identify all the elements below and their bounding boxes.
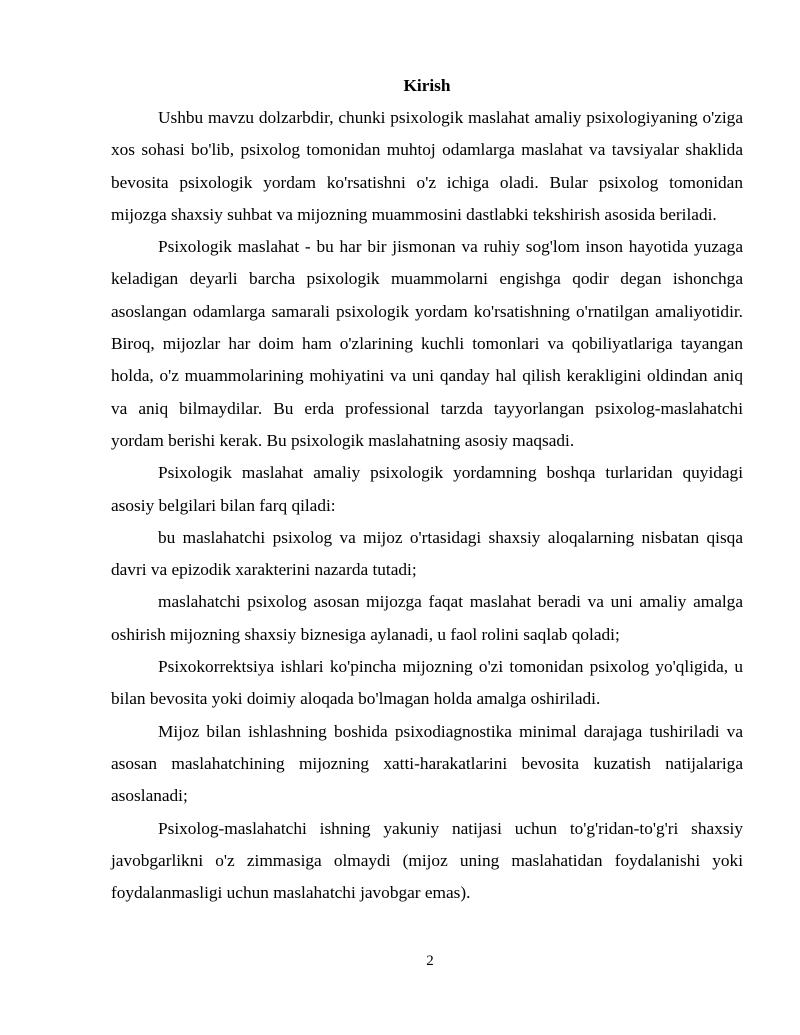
document-title: Kirish bbox=[403, 76, 451, 95]
paragraph-6: Psixokorrektsiya ishlari ko'pincha mijozning o'zi tomonidan psixolog yo'qligida, u bilan bevosita yoki doimiy aloqada bo'lmagan holda amalga oshiriladi. bbox=[111, 657, 743, 709]
paragraph-8: Psixolog-maslahatchi ishning yakuniy natijasi uchun to'g'ridan-to'g'ri shaxsiy javobgarlikni o'z zimmasiga olmaydi (mijoz uning maslahatidan foydalanishi yoki foydalanmasligi uchun maslahatchi javobgar emas). bbox=[111, 818, 743, 903]
paragraph-3: Psixologik maslahat amaliy psixologik yordamning boshqa turlaridan quyidagi asosiy belgilari bilan farq qiladi: bbox=[111, 463, 743, 515]
paragraph-5: maslahatchi psixolog asosan mijozga faqat maslahat beradi va uni amaliy amalga oshirish mijozning shaxsiy biznesiga aylanadi, u faol rolini saqlab qoladi; bbox=[111, 592, 743, 644]
paragraph-2: Psixologik maslahat - bu har bir jismonan va ruhiy sog'lom inson hayotida yuzaga keladigan deyarli barcha psixologik muammolarni engishga qodir degan ishonchga asoslangan odamlarga samarali psixologik yordam ko'rsatishning o'rnatilgan amaliyotidir. Biroq, mijozlar har doim ham o'zlarining kuchli tomonlari va qobiliyatlariga tayangan holda, o'z muammolarining mohiyatini va uni qanday hal qilish kerakligini oldindan aniq va aniq bilmaydilar. Bu erda professional tarzda tayyorlangan psixolog-maslahatchi yordam berishi kerak. Bu psixologik maslahatning asosiy maqsadi. bbox=[111, 237, 743, 450]
page-number: 2 bbox=[426, 953, 434, 969]
paragraph-4: bu maslahatchi psixolog va mijoz o'rtasidagi shaxsiy aloqalarning nisbatan qisqa davri va epizodik xarakterini nazarda tutadi; bbox=[111, 527, 743, 580]
document-page bbox=[111, 72, 743, 909]
paragraph-7: Mijoz bilan ishlashning boshida psixodiagnostika minimal darajaga tushiriladi va asosan maslahatchining mijozning xatti-harakatlarini bevosita kuzatish natijalariga asoslanadi; bbox=[111, 721, 743, 806]
paragraph-1: Ushbu mavzu dolzarbdir, chunki psixologik maslahat amaliy psixologiyaning o'ziga xos sohasi bo'lib, psixolog tomonidan muhtoj odamlarga maslahat va tavsiyalar shaklida bevosita psixologik yordam ko'rsatishni o'z ichiga oladi. Bular psixolog tomonidan mijozga shaxsiy suhbat va mijozning muammosini dastlabki tekshirish asosida beriladi. bbox=[111, 108, 743, 224]
